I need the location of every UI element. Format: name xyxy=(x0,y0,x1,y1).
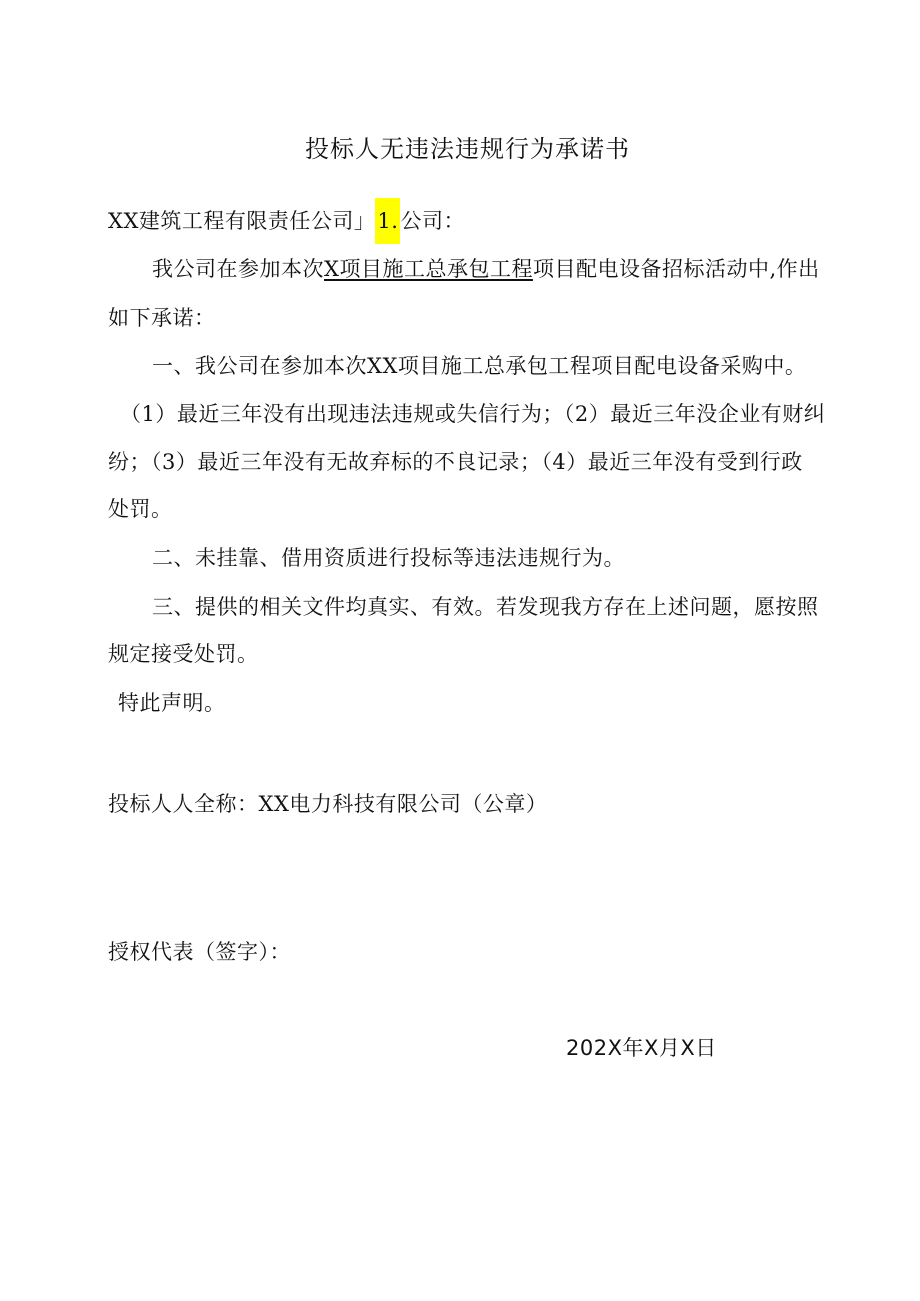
document-title: 投标人无违法违规行为承诺书 xyxy=(305,135,630,163)
item1-line-1: 一、我公司在参加本次XX项目施工总承包工程项目配电设备采购中。 xyxy=(152,354,807,378)
authorized-representative: 授权代表（签字）： xyxy=(108,940,291,964)
document-date: 202X年X月X日 xyxy=(566,1036,717,1060)
project-name-underlined: X项目施工总承包工程 xyxy=(324,257,533,281)
intro-before: 我公司在参加本次 xyxy=(152,257,324,281)
item3-line-2: 规定接受处罚。 xyxy=(108,642,259,666)
highlighted-marker: 1. xyxy=(375,198,400,244)
addressee-suffix: 公司： xyxy=(400,209,465,233)
item2-line: 二、未挂靠、借用资质进行投标等违法违规行为。 xyxy=(152,546,625,570)
item1-line-3: 纷；（3）最近三年没有无故弃标的不良记录；（4）最近三年没有受到行政 xyxy=(108,450,803,474)
addressee-company: XX建筑工程有限责任公司」 xyxy=(108,209,376,233)
intro-line-1 xyxy=(152,256,820,282)
item1-line-2: （1）最近三年没有出现违法违规或失信行为；（2）最近三年没企业有财纠 xyxy=(120,402,826,426)
intro-after: 项目配电设备招标活动中,作出 xyxy=(532,257,820,281)
addressee-line xyxy=(108,208,465,234)
item3-line-1: 三、提供的相关文件均真实、有效。若发现我方存在上述问题，愿按照 xyxy=(152,595,819,619)
intro-line-2: 如下承诺： xyxy=(108,306,216,330)
bidder-full-name: 投标人人全称：XX电力科技有限公司（公章） xyxy=(108,792,548,816)
declaration: 特此声明。 xyxy=(118,691,226,715)
item1-line-4: 处罚。 xyxy=(108,497,173,521)
